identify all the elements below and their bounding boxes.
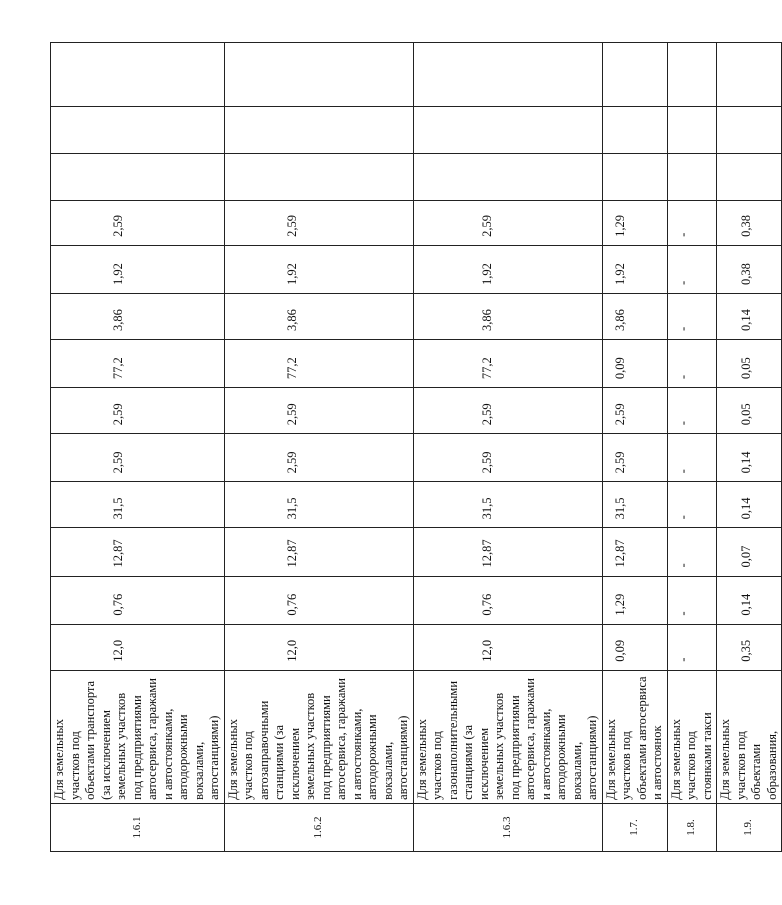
value-text: 0,38 bbox=[739, 263, 753, 285]
value-cell bbox=[667, 106, 717, 153]
value-text: 0,14 bbox=[739, 593, 753, 616]
value-cell bbox=[602, 624, 667, 670]
value-text: 2,59 bbox=[479, 403, 494, 426]
row-code-cell: 1.6.2 bbox=[224, 803, 413, 851]
value-text bbox=[717, 154, 739, 192]
value-text: 31,5 bbox=[612, 497, 627, 520]
value-cell bbox=[51, 528, 225, 576]
value-text bbox=[414, 43, 480, 98]
value-cell bbox=[224, 624, 413, 670]
table-row bbox=[717, 43, 782, 852]
value-text bbox=[414, 154, 480, 192]
value-cell bbox=[51, 388, 225, 434]
value-text: 3,86 bbox=[111, 309, 125, 332]
value-cell bbox=[602, 482, 667, 528]
value-cell bbox=[602, 528, 667, 576]
value-cell bbox=[224, 482, 413, 528]
value-cell bbox=[51, 245, 225, 293]
table-row bbox=[667, 43, 717, 852]
row-description-cell: Для земельных участков под газонаполнительными станциями (за исключением земельных участков под предприятиями автосервиса, гаражами и автостоянками, автодорожными вокзалами, автостанциями) bbox=[413, 670, 602, 803]
value-text bbox=[603, 43, 613, 98]
value-cell bbox=[667, 245, 717, 293]
value-cell bbox=[667, 340, 717, 388]
value-cell bbox=[667, 293, 717, 339]
value-cell bbox=[51, 576, 225, 624]
row-code-cell: 1.8. bbox=[667, 803, 717, 851]
value-text: 2,59 bbox=[111, 403, 125, 426]
value-text: - bbox=[675, 657, 690, 662]
value-text: 2,59 bbox=[612, 451, 627, 474]
value-text: 0,14 bbox=[739, 497, 753, 520]
value-text: 2,59 bbox=[612, 403, 627, 426]
value-text: 0,07 bbox=[739, 545, 753, 568]
value-cell bbox=[413, 388, 602, 434]
value-text: - bbox=[675, 515, 690, 520]
value-cell bbox=[224, 388, 413, 434]
value-cell bbox=[413, 106, 602, 153]
value-cell bbox=[717, 340, 782, 388]
coefficients-table bbox=[50, 42, 782, 852]
value-cell bbox=[51, 106, 225, 153]
value-text: 77,2 bbox=[111, 357, 125, 380]
value-text bbox=[51, 43, 111, 98]
value-text: 3,86 bbox=[612, 309, 627, 332]
value-text: 31,5 bbox=[111, 497, 125, 520]
value-text: 31,5 bbox=[479, 497, 494, 520]
row-description-cell: Для земельных участков под автозаправочными станциями (за исключением земельных участков под предприятиями автосервиса, гаражами и автостоянками, автодорожными вокзалами, автостанциями) bbox=[224, 670, 413, 803]
value-text: 0,76 bbox=[284, 593, 299, 616]
value-cell bbox=[602, 576, 667, 624]
value-cell bbox=[667, 153, 717, 200]
value-text: - bbox=[675, 374, 690, 380]
value-text bbox=[51, 154, 111, 192]
value-cell bbox=[413, 153, 602, 200]
value-cell bbox=[51, 434, 225, 482]
value-text: 12,87 bbox=[284, 539, 299, 568]
value-text: 2,59 bbox=[284, 403, 299, 426]
table-row bbox=[224, 43, 413, 852]
value-text: 1,92 bbox=[612, 263, 627, 285]
row-code-cell: 1.7. bbox=[602, 803, 667, 851]
value-cell bbox=[413, 624, 602, 670]
value-cell bbox=[602, 200, 667, 245]
value-text: 2,59 bbox=[479, 451, 494, 474]
value-cell bbox=[51, 340, 225, 388]
value-text bbox=[717, 43, 739, 98]
value-text: 0,35 bbox=[739, 639, 753, 662]
value-cell bbox=[602, 153, 667, 200]
value-text: 1,92 bbox=[479, 263, 494, 285]
value-text: 12,0 bbox=[284, 639, 299, 662]
value-cell bbox=[224, 528, 413, 576]
value-text bbox=[225, 107, 285, 145]
value-cell bbox=[717, 624, 782, 670]
value-text: 77,2 bbox=[479, 357, 494, 380]
value-text bbox=[603, 154, 613, 192]
value-text bbox=[225, 43, 285, 98]
value-cell bbox=[413, 434, 602, 482]
value-text: 0,38 bbox=[739, 214, 753, 237]
value-cell bbox=[602, 43, 667, 107]
value-text bbox=[717, 107, 739, 145]
value-cell bbox=[224, 43, 413, 107]
table-row bbox=[51, 43, 225, 852]
value-cell bbox=[51, 200, 225, 245]
value-text: 2,59 bbox=[284, 214, 299, 237]
value-text: 12,87 bbox=[612, 539, 627, 568]
row-description-cell: Для земельных участков под объектами транспорта (за исключением земельных участков под предприятиями автосервиса, гаражами и автостоянками, автодорожными вокзалами, автостанциями) bbox=[51, 670, 225, 803]
value-cell bbox=[602, 388, 667, 434]
value-cell bbox=[667, 482, 717, 528]
value-cell bbox=[717, 576, 782, 624]
value-text bbox=[668, 107, 676, 145]
row-code-cell: 1.9. bbox=[717, 803, 782, 851]
row-code-cell: 1.6.3 bbox=[413, 803, 602, 851]
value-text: 77,2 bbox=[284, 357, 299, 380]
value-text bbox=[668, 154, 676, 192]
value-cell bbox=[224, 153, 413, 200]
value-cell bbox=[717, 293, 782, 339]
value-text: - bbox=[675, 232, 690, 237]
value-cell bbox=[602, 293, 667, 339]
row-description-cell: Для земельных участков под стоянками такси bbox=[667, 670, 717, 803]
value-cell bbox=[717, 200, 782, 245]
row-description-cell: Для земельных участков под объектами автосервиса и автостоянок bbox=[602, 670, 667, 803]
value-text: - bbox=[675, 280, 690, 285]
value-cell bbox=[717, 434, 782, 482]
value-text: 2,59 bbox=[284, 451, 299, 474]
value-cell bbox=[413, 245, 602, 293]
row-description-cell: Для земельных участков под объектами образования, bbox=[717, 670, 782, 803]
value-cell bbox=[667, 434, 717, 482]
value-text: 1,29 bbox=[612, 593, 627, 616]
value-text: - bbox=[675, 611, 690, 616]
value-cell bbox=[667, 624, 717, 670]
value-text: 1,92 bbox=[111, 263, 125, 285]
value-text: - bbox=[675, 421, 690, 426]
value-cell bbox=[51, 482, 225, 528]
value-cell bbox=[602, 245, 667, 293]
value-cell bbox=[667, 43, 717, 107]
value-text: 2,59 bbox=[111, 214, 125, 237]
value-text bbox=[225, 154, 285, 192]
value-cell bbox=[717, 43, 782, 107]
value-cell bbox=[717, 528, 782, 576]
value-text bbox=[668, 43, 676, 98]
value-cell bbox=[224, 293, 413, 339]
value-text: 0,09 bbox=[612, 357, 627, 380]
value-cell bbox=[413, 528, 602, 576]
value-text: 0,05 bbox=[739, 357, 753, 380]
value-cell bbox=[224, 434, 413, 482]
value-text bbox=[414, 107, 480, 145]
value-text: 0,76 bbox=[479, 593, 494, 616]
value-cell bbox=[717, 482, 782, 528]
value-cell bbox=[717, 153, 782, 200]
value-text: 2,59 bbox=[111, 451, 125, 474]
rotated-table-wrapper bbox=[50, 42, 779, 852]
value-cell bbox=[224, 106, 413, 153]
value-text: 12,0 bbox=[479, 639, 494, 662]
value-cell bbox=[717, 388, 782, 434]
value-cell bbox=[413, 576, 602, 624]
row-code-cell: 1.6.1 bbox=[51, 803, 225, 851]
value-cell bbox=[224, 576, 413, 624]
value-cell bbox=[224, 340, 413, 388]
value-cell bbox=[413, 482, 602, 528]
value-text: 2,59 bbox=[479, 214, 494, 237]
value-text: 12,0 bbox=[111, 639, 125, 662]
value-cell bbox=[413, 340, 602, 388]
table-row bbox=[413, 43, 602, 852]
value-text: 12,87 bbox=[111, 539, 125, 568]
value-cell bbox=[717, 106, 782, 153]
value-cell bbox=[717, 245, 782, 293]
value-text bbox=[603, 107, 613, 145]
value-cell bbox=[667, 576, 717, 624]
value-text: 0,14 bbox=[739, 451, 753, 474]
value-cell bbox=[413, 43, 602, 107]
value-cell bbox=[51, 293, 225, 339]
value-text: 12,87 bbox=[479, 539, 494, 568]
value-cell bbox=[51, 624, 225, 670]
value-text: 0,14 bbox=[739, 309, 753, 332]
value-cell bbox=[224, 245, 413, 293]
value-text: - bbox=[675, 469, 690, 474]
value-text: 31,5 bbox=[284, 497, 299, 520]
value-text bbox=[51, 107, 111, 145]
value-text: - bbox=[675, 563, 690, 568]
value-text: 0,09 bbox=[612, 639, 627, 662]
value-cell bbox=[413, 293, 602, 339]
value-cell bbox=[667, 200, 717, 245]
value-cell bbox=[413, 200, 602, 245]
value-cell bbox=[667, 528, 717, 576]
value-text: - bbox=[675, 326, 690, 332]
value-cell bbox=[602, 434, 667, 482]
value-cell bbox=[51, 43, 225, 107]
value-cell bbox=[51, 153, 225, 200]
value-cell bbox=[602, 106, 667, 153]
table-row bbox=[602, 43, 667, 852]
value-text: 0,05 bbox=[739, 403, 753, 426]
value-cell bbox=[667, 388, 717, 434]
value-text: 3,86 bbox=[284, 309, 299, 332]
value-text: 1,29 bbox=[612, 214, 627, 237]
value-text: 0,76 bbox=[111, 593, 125, 616]
value-text: 3,86 bbox=[479, 309, 494, 332]
value-text: 1,92 bbox=[284, 263, 299, 285]
value-cell bbox=[224, 200, 413, 245]
value-cell bbox=[602, 340, 667, 388]
